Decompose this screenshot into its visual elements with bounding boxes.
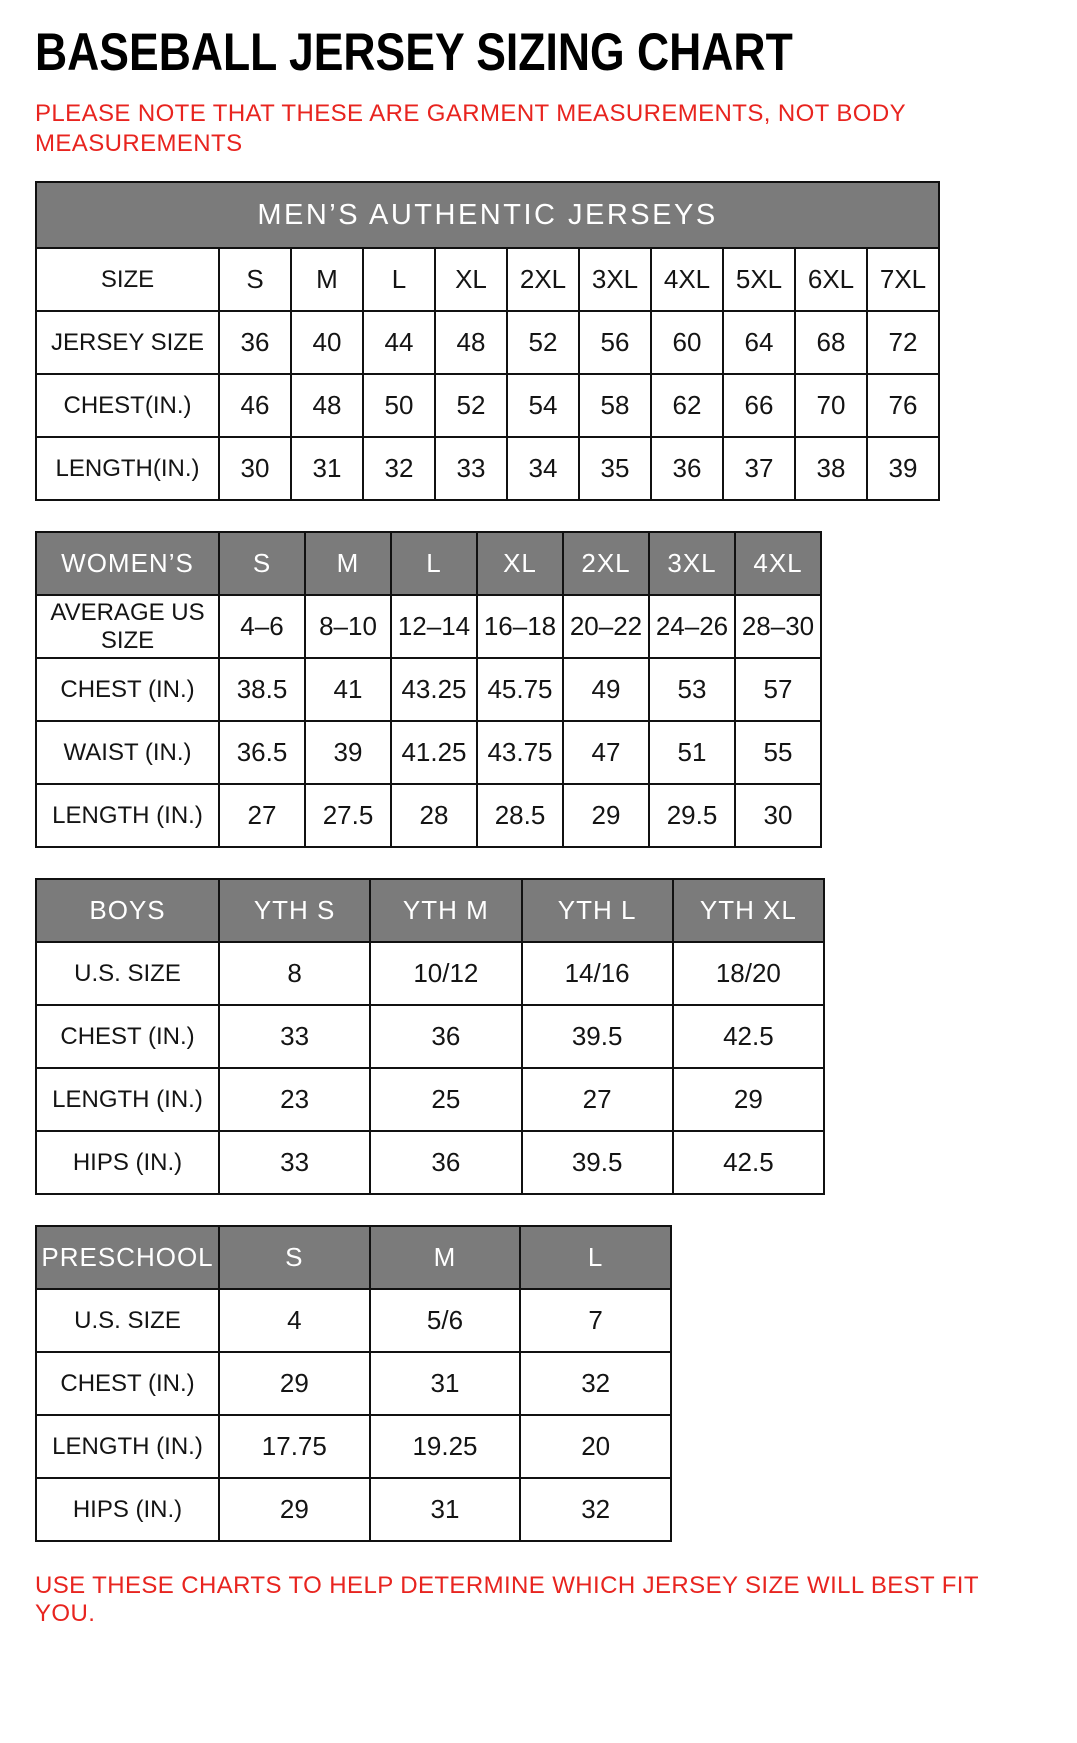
table-cell: 48 — [435, 311, 507, 374]
column-header: L — [391, 532, 477, 595]
table-cell: 28 — [391, 784, 477, 847]
table-row — [36, 311, 939, 374]
table-cell: 29 — [673, 1068, 824, 1131]
table-cell: 41.25 — [391, 721, 477, 784]
table-cell: 36.5 — [219, 721, 305, 784]
table-cell: 25 — [370, 1068, 521, 1131]
table-cell: 31 — [370, 1352, 521, 1415]
table-cell: 38.5 — [219, 658, 305, 721]
column-header: L — [520, 1226, 671, 1289]
row-label: LENGTH (IN.) — [36, 784, 219, 847]
table-cell: 57 — [735, 658, 821, 721]
table-cell: 6XL — [795, 248, 867, 311]
column-header: M — [305, 532, 391, 595]
row-label: WAIST (IN.) — [36, 721, 219, 784]
column-header: YTH M — [370, 879, 521, 942]
table-cell: 44 — [363, 311, 435, 374]
table-cell: 52 — [507, 311, 579, 374]
table-row — [36, 248, 939, 311]
womens-jerseys-table — [35, 531, 822, 848]
table-cell: 28.5 — [477, 784, 563, 847]
row-label: CHEST(IN.) — [36, 374, 219, 437]
table-title: MEN’S AUTHENTIC JERSEYS — [36, 182, 939, 248]
table-cell: 40 — [291, 311, 363, 374]
column-header: M — [370, 1226, 521, 1289]
table-cell: XL — [435, 248, 507, 311]
table-cell: 46 — [219, 374, 291, 437]
table-cell: 7 — [520, 1289, 671, 1352]
table-cell: 29 — [219, 1352, 370, 1415]
row-label: SIZE — [36, 248, 219, 311]
table-cell: 19.25 — [370, 1415, 521, 1478]
column-header: YTH L — [522, 879, 673, 942]
table-header-row — [36, 879, 824, 942]
table-cell: 58 — [579, 374, 651, 437]
table-cell: 4 — [219, 1289, 370, 1352]
table-cell: 8 — [219, 942, 370, 1005]
table-cell: 34 — [507, 437, 579, 500]
row-label: CHEST (IN.) — [36, 1352, 219, 1415]
table-header-label: PRESCHOOL — [36, 1226, 219, 1289]
table-cell: 16–18 — [477, 595, 563, 658]
table-cell: 3XL — [579, 248, 651, 311]
row-label: CHEST (IN.) — [36, 1005, 219, 1068]
table-cell: L — [363, 248, 435, 311]
table-cell: 18/20 — [673, 942, 824, 1005]
table-cell: 28–30 — [735, 595, 821, 658]
table-row — [36, 942, 824, 1005]
table-row — [36, 1415, 671, 1478]
column-header: YTH S — [219, 879, 370, 942]
table-cell: 36 — [651, 437, 723, 500]
table-cell: 41 — [305, 658, 391, 721]
row-label: LENGTH (IN.) — [36, 1415, 219, 1478]
row-label: HIPS (IN.) — [36, 1131, 219, 1194]
garment-measurements-note: PLEASE NOTE THAT THESE ARE GARMENT MEASUREMENTS, NOT BODY MEASUREMENTS — [35, 100, 906, 157]
row-label: U.S. SIZE — [36, 942, 219, 1005]
table-cell: 60 — [651, 311, 723, 374]
table-cell: 55 — [735, 721, 821, 784]
table-cell: 24–26 — [649, 595, 735, 658]
table-cell: 27 — [522, 1068, 673, 1131]
table-cell: 56 — [579, 311, 651, 374]
row-label: CHEST (IN.) — [36, 658, 219, 721]
table-row — [36, 1005, 824, 1068]
table-cell: 62 — [651, 374, 723, 437]
table-cell: 45.75 — [477, 658, 563, 721]
table-cell: 37 — [723, 437, 795, 500]
table-cell: 47 — [563, 721, 649, 784]
table-cell: 31 — [291, 437, 363, 500]
row-label: HIPS (IN.) — [36, 1478, 219, 1541]
table-cell: 29 — [563, 784, 649, 847]
table-cell: 51 — [649, 721, 735, 784]
table-cell: 70 — [795, 374, 867, 437]
row-label: AVERAGE US SIZE — [36, 595, 219, 658]
table-title-row — [36, 182, 939, 248]
table-row — [36, 374, 939, 437]
sizing-chart-page — [35, 22, 1042, 1628]
column-header: 4XL — [735, 532, 821, 595]
column-header: 2XL — [563, 532, 649, 595]
table-cell: 29 — [219, 1478, 370, 1541]
row-label: LENGTH (IN.) — [36, 1068, 219, 1131]
table-cell: 2XL — [507, 248, 579, 311]
table-cell: 29.5 — [649, 784, 735, 847]
table-cell: 12–14 — [391, 595, 477, 658]
table-row — [36, 1068, 824, 1131]
table-cell: 33 — [435, 437, 507, 500]
table-row — [36, 1131, 824, 1194]
table-cell: 72 — [867, 311, 939, 374]
table-row — [36, 595, 821, 658]
column-header: S — [219, 1226, 370, 1289]
table-cell: 49 — [563, 658, 649, 721]
table-cell: 64 — [723, 311, 795, 374]
table-cell: 36 — [219, 311, 291, 374]
row-label: U.S. SIZE — [36, 1289, 219, 1352]
table-row — [36, 721, 821, 784]
table-cell: 30 — [735, 784, 821, 847]
table-header-label: BOYS — [36, 879, 219, 942]
table-cell: 66 — [723, 374, 795, 437]
table-cell: 32 — [520, 1352, 671, 1415]
table-cell: 27.5 — [305, 784, 391, 847]
mens-authentic-jerseys-table — [35, 181, 940, 501]
table-header-row — [36, 1226, 671, 1289]
table-cell: 7XL — [867, 248, 939, 311]
table-cell: 54 — [507, 374, 579, 437]
table-cell: 20–22 — [563, 595, 649, 658]
table-header-label: WOMEN’S — [36, 532, 219, 595]
table-cell: 36 — [370, 1005, 521, 1068]
table-cell: 30 — [219, 437, 291, 500]
column-header: 3XL — [649, 532, 735, 595]
table-cell: S — [219, 248, 291, 311]
table-cell: 53 — [649, 658, 735, 721]
table-cell: 39 — [305, 721, 391, 784]
table-cell: 5XL — [723, 248, 795, 311]
table-cell: 68 — [795, 311, 867, 374]
table-cell: 48 — [291, 374, 363, 437]
table-row — [36, 437, 939, 500]
table-row — [36, 658, 821, 721]
table-cell: 50 — [363, 374, 435, 437]
table-row — [36, 1478, 671, 1541]
table-cell: 5/6 — [370, 1289, 521, 1352]
table-cell: 4XL — [651, 248, 723, 311]
table-cell: 32 — [520, 1478, 671, 1541]
table-cell: 14/16 — [522, 942, 673, 1005]
preschool-jerseys-table — [35, 1225, 672, 1542]
table-cell: 39.5 — [522, 1131, 673, 1194]
table-cell: 52 — [435, 374, 507, 437]
table-row — [36, 1289, 671, 1352]
table-cell: 27 — [219, 784, 305, 847]
table-cell: 17.75 — [219, 1415, 370, 1478]
table-cell: 8–10 — [305, 595, 391, 658]
table-cell: 20 — [520, 1415, 671, 1478]
table-cell: 42.5 — [673, 1005, 824, 1068]
table-cell: M — [291, 248, 363, 311]
column-header: YTH XL — [673, 879, 824, 942]
table-cell: 32 — [363, 437, 435, 500]
table-row — [36, 1352, 671, 1415]
table-cell: 43.25 — [391, 658, 477, 721]
table-cell: 42.5 — [673, 1131, 824, 1194]
table-cell: 39 — [867, 437, 939, 500]
table-cell: 76 — [867, 374, 939, 437]
boys-jerseys-table — [35, 878, 825, 1195]
table-row — [36, 784, 821, 847]
table-cell: 33 — [219, 1131, 370, 1194]
page-title: BASEBALL JERSEY SIZING CHART — [35, 23, 793, 82]
column-header: S — [219, 532, 305, 595]
table-header-row — [36, 532, 821, 595]
table-cell: 39.5 — [522, 1005, 673, 1068]
table-cell: 23 — [219, 1068, 370, 1131]
row-label: JERSEY SIZE — [36, 311, 219, 374]
table-cell: 36 — [370, 1131, 521, 1194]
table-cell: 10/12 — [370, 942, 521, 1005]
row-label: LENGTH(IN.) — [36, 437, 219, 500]
column-header: XL — [477, 532, 563, 595]
table-cell: 4–6 — [219, 595, 305, 658]
table-cell: 43.75 — [477, 721, 563, 784]
table-cell: 35 — [579, 437, 651, 500]
table-cell: 33 — [219, 1005, 370, 1068]
footer-note: USE THESE CHARTS TO HELP DETERMINE WHICH JERSEY SIZE WILL BEST FIT YOU. — [35, 1572, 979, 1627]
table-cell: 38 — [795, 437, 867, 500]
table-cell: 31 — [370, 1478, 521, 1541]
